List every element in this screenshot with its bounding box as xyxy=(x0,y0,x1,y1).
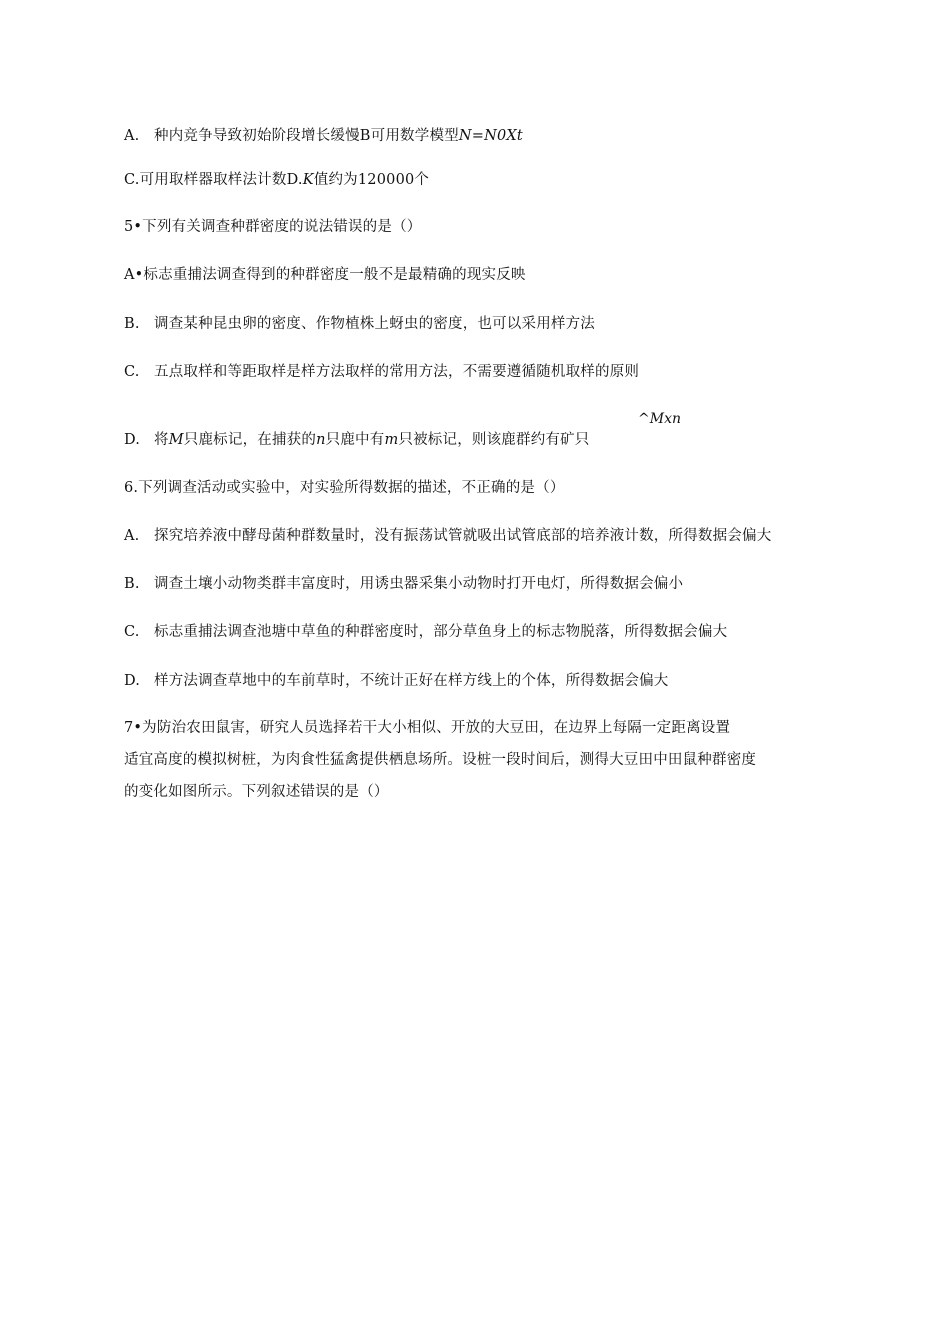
q5-d-part4: 只被标记，则该鹿群约有矿只 xyxy=(398,432,590,448)
q4-option-c-d xyxy=(124,170,429,190)
q5-option-d xyxy=(124,430,590,450)
q7-stem-line2: 适宜高度的模拟树桩，为肉食性猛禽提供栖息场所。设桩一段时间后，测得大豆田中田鼠种群密度 xyxy=(124,752,757,768)
q5-option-c xyxy=(124,362,639,382)
q7-stem-line3: 的变化如图所示。下列叙述错误的是（） xyxy=(124,784,389,800)
q4-option-a-b xyxy=(124,126,523,146)
q5-b-text: 调查某种昆虫卵的密度、作物植株上蚜虫的密度，也可以采用样方法 xyxy=(154,316,595,332)
q6-option-d xyxy=(124,671,669,691)
q4-formula: N=N0Xt xyxy=(458,128,523,144)
q5-c-text: 五点取样和等距取样是样方法取样的常用方法，不需要遵循随机取样的原则 xyxy=(154,364,640,380)
option-label-b: B. xyxy=(124,576,140,592)
option-label-c: C. xyxy=(124,624,140,640)
q5-d-part3: 只鹿中有 xyxy=(325,432,385,448)
q4-cd-text: C.可用取样器取样法计数D. xyxy=(124,172,303,188)
q6-option-b xyxy=(124,574,683,594)
q7-stem-line1: 7•为防治农田鼠害，研究人员选择若干大小相似、开放的大豆田，在边界上每隔一定距离设置 xyxy=(124,720,731,736)
option-label-a: A. xyxy=(124,528,140,544)
q5-d-m: M xyxy=(168,432,184,448)
q5-option-b xyxy=(124,314,595,334)
option-label-a: A. xyxy=(124,128,140,144)
option-label-d: D. xyxy=(124,673,141,689)
q5-d-fraction: ^Mxn xyxy=(638,411,681,427)
q4-a-text: 种内竞争导致初始阶段增长缓慢B可用数学模型 xyxy=(154,128,459,144)
q5-option-a: A•标志重捕法调查得到的种群密度一般不是最精确的现实反映 xyxy=(124,267,526,283)
q5-d-n: n xyxy=(316,432,326,448)
q5-d-part2: 只鹿标记，在捕获的 xyxy=(183,432,317,448)
option-label-c: C. xyxy=(124,364,140,380)
q6-a-text: 探究培养液中酵母菌种群数量时，没有振荡试管就吸出试管底部的培养液计数，所得数据会偏大 xyxy=(154,528,772,544)
q5-d-mm: m xyxy=(384,432,399,448)
q5-d-part1: 将 xyxy=(154,432,169,448)
q5-stem: 5•下列有关调查种群密度的说法错误的是（） xyxy=(124,219,422,235)
q6-option-c xyxy=(124,622,727,642)
q6-option-a xyxy=(124,526,771,546)
q6-c-text: 标志重捕法调查池塘中草鱼的种群密度时，部分草鱼身上的标志物脱落，所得数据会偏大 xyxy=(154,624,728,640)
q6-b-text: 调查土壤小动物类群丰富度时，用诱虫器采集小动物时打开电灯，所得数据会偏小 xyxy=(154,576,684,592)
q4-k-symbol: K xyxy=(302,172,314,188)
q4-cd-rest: 值约为120000个 xyxy=(313,172,430,188)
option-label-b: B. xyxy=(124,316,140,332)
option-label-d: D. xyxy=(124,432,141,448)
q6-stem: 6.下列调查活动或实验中，对实验所得数据的描述，不正确的是（） xyxy=(124,480,565,496)
q6-d-text: 样方法调查草地中的车前草时，不统计正好在样方线上的个体，所得数据会偏大 xyxy=(154,673,669,689)
